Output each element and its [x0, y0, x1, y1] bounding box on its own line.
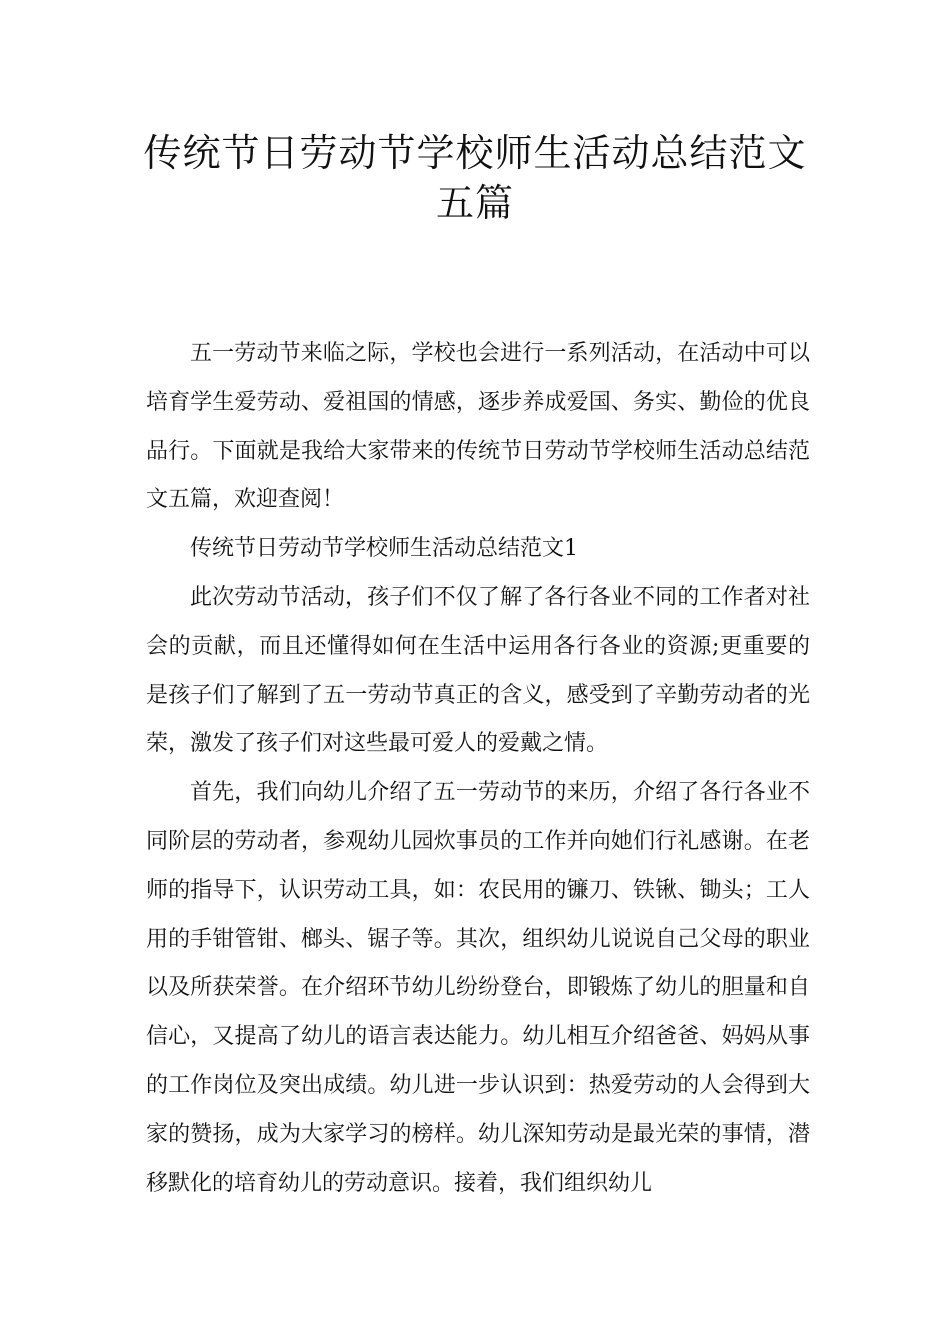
document-body: [146, 330, 810, 1208]
intro-paragraph: 五一劳动节来临之际，学校也会进行一系列活动，在活动中可以培育学生爱劳动、爱祖国的情感，逐步养成爱国、务实、勤俭的优良品行。下面就是我给大家带来的传统节日劳动节学校师生活动总结范文五篇，欢迎查阅！: [146, 341, 810, 513]
document-title: [100, 128, 850, 228]
body-paragraph: 此次劳动节活动，孩子们不仅了解了各行各业不同的工作者对社会的贡献，而且还懂得如何在生活中运用各行各业的资源;更重要的是孩子们了解到了五一劳动节真正的含义，感受到了辛勤劳动者的光荣，激发了孩子们对这些最可爱人的爱戴之情。: [146, 584, 810, 757]
section-heading: 传统节日劳动节学校师生活动总结范文1: [190, 536, 578, 562]
body-paragraph: 首先，我们向幼儿介绍了五一劳动节的来历，介绍了各行各业不同阶层的劳动者，参观幼儿园炊事员的工作并向她们行礼感谢。在老师的指导下，认识劳动工具，如：农民用的镰刀、铁锹、锄头；工人用的手钳管钳、榔头、锯子等。其次，组织幼儿说说自己父母的职业以及所获荣誉。在介绍环节幼儿纷纷登台，即锻炼了幼儿的胆量和自信心，又提高了幼儿的语言表达能力。幼儿相互介绍爸爸、妈妈从事的工作岗位及突出成绩。幼儿进一步认识到：热爱劳动的人会得到大家的赞扬，成为大家学习的榜样。幼儿深知劳动是最光荣的事情，潜移默化的培育幼儿的劳动意识。接着，我们组织幼儿: [146, 780, 810, 1196]
title-line-2: 五篇: [435, 181, 514, 225]
title-line-1: 传统节日劳动节学校师生活动总结范文: [143, 131, 807, 175]
